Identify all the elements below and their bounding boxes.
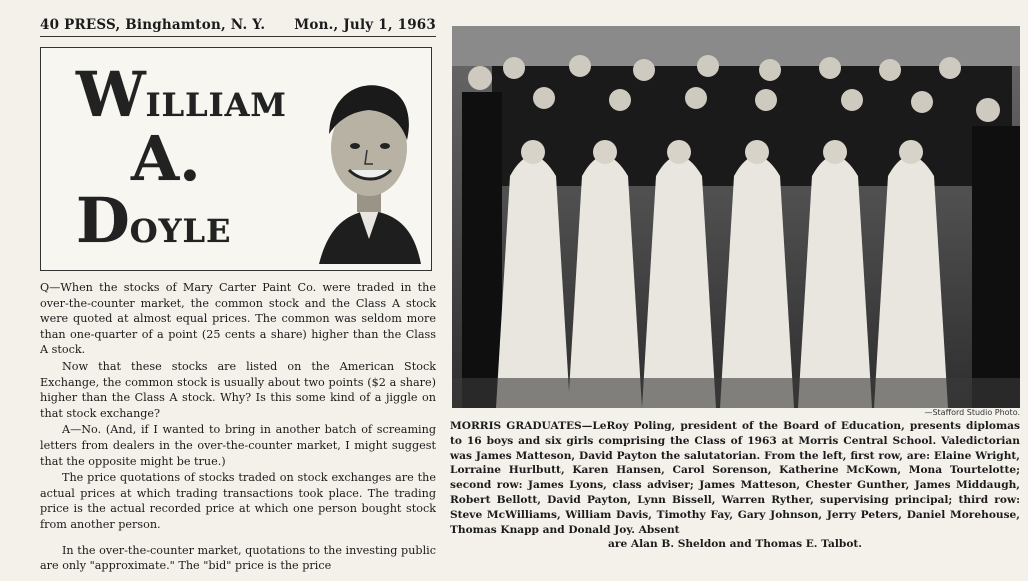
- column-article: [40, 280, 436, 581]
- caption-body: —LeRoy Poling, president of the Board of Education, presents diplomas to 16 boys and six girls comprising the Class of 1963 at Morris Central School. Valedictorian was James Matteson, David Payton the salutatorian. From the left, first row, are: Elaine Wright, Lorraine Hurlbutt, Karen Hansen, Carol Sorenson, Katherine McKown, Mona Tourtelotte; second row: James Lyons, class adviser; James Matteson, Chester Gunther, James Middaugh, Robert Bellott, David Payton, Lynn Bissell, Warren Ryther, supervising principal; third row: Steve McWilliams, William Davis, Timothy Fay, Gary Johnson, Jerry Peters, Daniel Morehouse, Thomas Knapp and Donald Joy. Absent: [450, 420, 1020, 536]
- header-publication: 40 PRESS, Binghamton, N. Y.: [40, 17, 266, 33]
- columnist-portrait: [309, 64, 427, 264]
- photo-caption: [450, 419, 1020, 581]
- header-date: Mon., July 1, 1963: [294, 17, 436, 33]
- page-header: [40, 14, 436, 37]
- article-paragraph: The price quotations of stocks traded on stock exchanges are the actual prices at which trading transactions took place. The trading price is the actual recorded price at which one person bought stock from another person.: [40, 471, 436, 531]
- graduates-photo-image: [452, 26, 1020, 408]
- caption-last-line: are Alan B. Sheldon and Thomas E. Talbot.: [608, 538, 862, 551]
- photo-credit: —Stafford Studio Photo.: [924, 408, 1020, 417]
- columnist-name: [76, 58, 316, 264]
- article-paragraph: Q—When the stocks of Mary Carter Paint Co. were traded in the over-the-counter market, the common stock and the Class A stock were quoted at almost equal prices. The common was seldom more than one-quarter of a point (25 cents a share) higher than the Class A stock.: [40, 281, 436, 357]
- caption-lead: MORRIS GRADUATES: [450, 420, 582, 432]
- columnist-banner: [40, 47, 432, 271]
- name-last: DOYLE: [76, 184, 232, 257]
- article-paragraph: Now that these stocks are listed on the American Stock Exchange, the common stock is usually about two points ($2 a share) higher than the Class A stock. Why? Is this some kind of a jiggle on that stock exchange?: [40, 359, 436, 420]
- name-middle: A.: [131, 122, 201, 195]
- graduates-photo: [452, 26, 1020, 408]
- article-paragraph: A—No. (And, if I wanted to bring in another batch of screaming letters from dealers in the over-the-counter market, I might suggest that the opposite might be true.): [40, 423, 436, 468]
- name-first: WILLIAM: [76, 58, 287, 131]
- article-paragraph: In the over-the-counter market, quotations to the investing public are only "approximate." The "bid" price is the price: [40, 543, 436, 573]
